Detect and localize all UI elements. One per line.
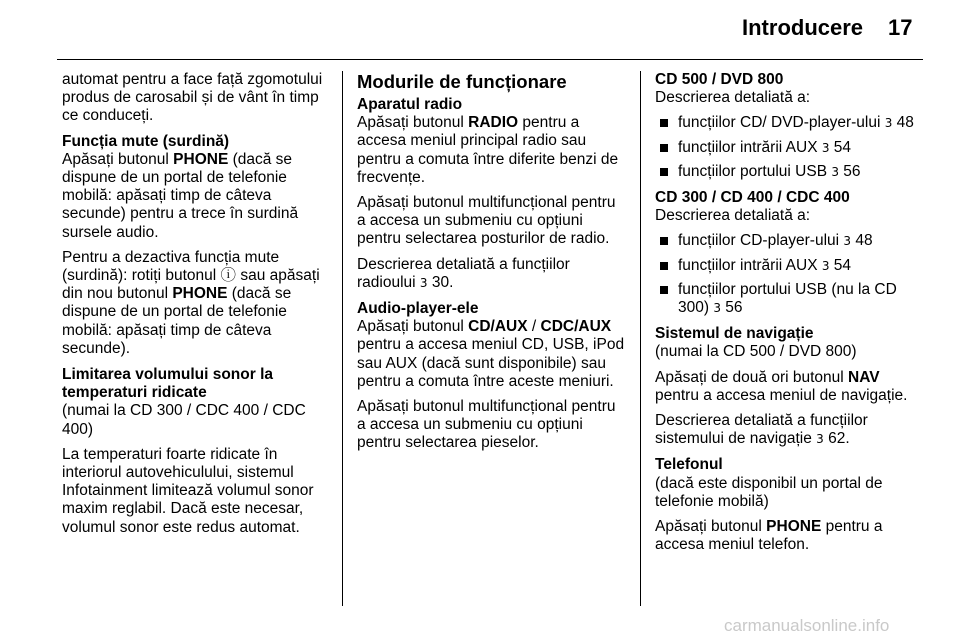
page-reference-arrow-icon: 3 [831, 164, 839, 179]
page-reference-arrow-icon: 3 [816, 432, 824, 447]
text: Apăsați de două ori butonul [655, 368, 849, 386]
column-3 [655, 71, 925, 562]
text: funcțiilor intrării AUX [678, 138, 822, 156]
cd500-intro: Descrierea detaliată a: [655, 89, 811, 107]
list-item [655, 114, 925, 132]
mute-paragraph-2 [62, 249, 334, 358]
text: Apăsați butonul [62, 150, 174, 168]
text: pentru a accesa meniul de navigație. [655, 386, 908, 404]
page-reference-arrow-icon: 3 [821, 140, 830, 155]
radio-paragraph-1 [357, 114, 625, 187]
phone-button-label: PHONE [173, 150, 229, 168]
column-divider-1 [342, 71, 343, 606]
text: funcțiilor portului USB [678, 162, 832, 180]
cd300-heading: CD 300 / CD 400 / CDC 400 [655, 189, 850, 207]
page-reference-arrow-icon: 3 [843, 234, 852, 249]
text: (dacă se dispune de un portal de telefonie mobilă: apăsați timp de câteva secunde) pentru a trece în surdină sursele audio. [62, 150, 299, 241]
list-item [655, 281, 925, 317]
page-number: 17 [888, 15, 913, 40]
list-item [655, 139, 925, 157]
watermark: carmanualsonline.info [724, 616, 890, 635]
volume-limit-paragraph-1: (numai la CD 300 / CDC 400 / CDC 400) [62, 402, 306, 438]
cd300-list [655, 232, 925, 317]
radio-paragraph-3 [357, 256, 625, 292]
page-reference: 48 [851, 232, 873, 250]
page-reference: 30. [427, 273, 454, 291]
navigation-section [655, 325, 925, 448]
cd500-section [655, 71, 925, 181]
radio-heading: Aparatul radio [357, 96, 463, 113]
cdc-aux-button-label: CDC/AUX [540, 318, 612, 336]
header-rule [57, 59, 923, 60]
cd500-heading: CD 500 / DVD 800 [655, 71, 784, 88]
audio-section [357, 300, 625, 453]
phone-button-label: PHONE [172, 285, 228, 303]
text: Descrierea detaliată a funcțiilor sistemului de navigație [655, 412, 868, 448]
cd300-intro: Descrierea detaliată a: [655, 207, 811, 225]
column-2 [357, 71, 625, 461]
phone-section [655, 456, 925, 554]
text: pentru a accesa meniul CD, USB, iPod sau AUX (dacă sunt disponibile) sau pentru a comuta între aceste meniuri. [357, 336, 625, 390]
audio-paragraph-2: Apăsați butonul multifuncțional pentru a accesa un submeniu cu opțiuni pentru selectarea pieselor. [357, 398, 616, 452]
page-reference: 54 [829, 138, 852, 156]
page-reference-arrow-icon: 3 [713, 301, 721, 316]
volume-limit-paragraph-2: La temperaturi foarte ridicate în interiorul autovehiculului, sistemul Infotainment limitează volumul sonor maxim reglabil. Dacă este necesar, volumul sonor este redus automat. [62, 445, 314, 536]
text: funcțiilor intrării AUX [678, 256, 822, 274]
intro-continuation: automat pentru a face față zgomotului produs de carosabil și de vânt în timp ce conduceți. [62, 71, 323, 125]
cd-aux-button-label: CD/AUX [468, 318, 528, 336]
text: Descrierea detaliată a funcțiilor radioului [357, 255, 570, 291]
page-reference: 56 [838, 162, 861, 180]
column-1 [62, 71, 334, 545]
navigation-paragraph-2 [655, 369, 925, 405]
phone-button-label: PHONE [766, 518, 822, 536]
mute-paragraph-1 [62, 151, 334, 242]
page-reference: 54 [829, 256, 852, 274]
radio-button-label: RADIO [468, 114, 519, 132]
radio-section [357, 96, 625, 292]
text: sau apăsați din nou butonul [62, 267, 320, 303]
mute-heading: Funcția mute (surdină) [62, 132, 230, 150]
page-reference: 48 [892, 114, 914, 132]
phone-heading: Telefonul [655, 456, 723, 474]
phone-paragraph-2 [655, 518, 925, 554]
page-reference-arrow-icon: 3 [884, 116, 893, 131]
list-item [655, 257, 925, 275]
navigation-paragraph-1: (numai la CD 500 / DVD 800) [655, 343, 857, 361]
radio-paragraph-2: Apăsați butonul multifuncțional pentru a accesa un submeniu cu opțiuni pentru selectarea posturilor de radio. [357, 194, 616, 248]
text: pentru a accesa meniul principal radio sau pentru a comuta între diferite benzi de frecvențe. [357, 114, 619, 186]
column-divider-2 [640, 71, 641, 606]
page-reference: 56 [720, 299, 743, 317]
text: Apăsați butonul [357, 318, 469, 336]
text: pentru a accesa meniul telefon. [655, 518, 883, 554]
volume-limit-section [62, 366, 334, 537]
page-reference-arrow-icon: 3 [821, 258, 830, 273]
navigation-heading: Sistemul de navigație [655, 325, 814, 343]
text: (dacă se dispune de un portal de telefonie mobilă: apăsați timp de câteva secunde). [62, 285, 292, 357]
power-knob-icon: ⓘ [220, 267, 237, 285]
text: Apăsați butonul [655, 518, 767, 536]
list-item [655, 232, 925, 250]
text: / [527, 318, 541, 336]
mute-section [62, 133, 334, 358]
page-reference: 62. [823, 430, 850, 448]
phone-paragraph-1: (dacă este disponibil un portal de telefonie mobilă) [655, 474, 883, 510]
text: funcțiilor CD/ DVD-player-ului [678, 114, 885, 132]
section-title: Modurile de funcționare [357, 71, 567, 92]
nav-button-label: NAV [848, 368, 880, 386]
text: Pentru a dezactiva funcția mute (surdină): rotiți butonul [62, 248, 280, 285]
cd300-section [655, 189, 925, 317]
page-reference-arrow-icon: 3 [419, 275, 428, 290]
audio-paragraph-1 [357, 318, 625, 391]
list-item [655, 163, 925, 181]
navigation-paragraph-3 [655, 412, 925, 448]
running-header-title: Introducere [742, 15, 864, 40]
cd500-list [655, 114, 925, 181]
text: funcțiilor portului USB (nu la CD 300) [678, 280, 897, 317]
volume-limit-heading: Limitarea volumului sonor la temperaturi ridicate [62, 366, 274, 402]
text: funcțiilor CD-player-ului [678, 232, 844, 250]
audio-heading: Audio-player-ele [357, 300, 479, 318]
text: Apăsați butonul [357, 114, 469, 132]
